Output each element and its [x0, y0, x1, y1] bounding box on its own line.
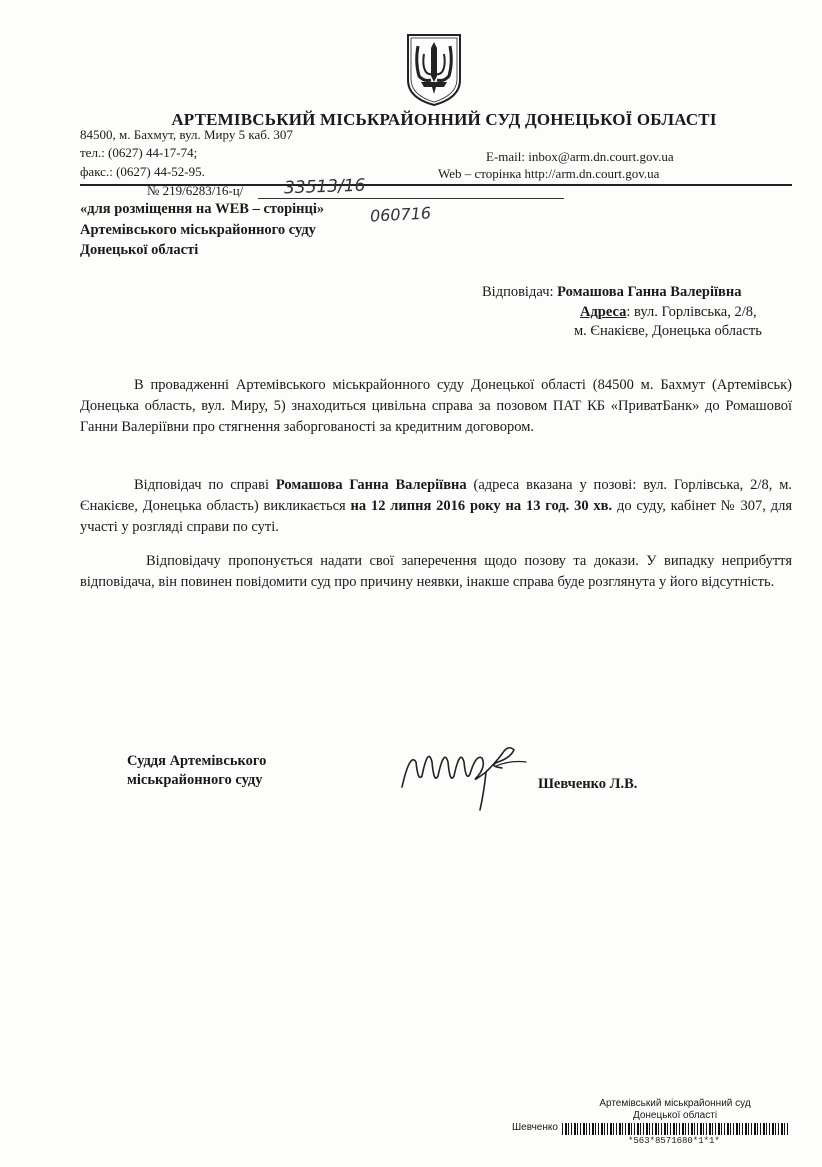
- handwritten-signature-icon: [398, 732, 530, 814]
- case-number-underline: [258, 198, 564, 199]
- handwritten-registration-date: 060716: [369, 203, 432, 226]
- paragraph-summons: [80, 475, 792, 538]
- addressee-name: Ромашова Ганна Валеріївна: [557, 284, 742, 300]
- court-name-text: АРТЕМІВСЬКИЙ МІСЬКРАЙОННИЙ СУД ДОНЕЦЬКОЇ ОБЛАСТІ: [171, 110, 717, 129]
- issuer-court-line1: Артемівського міськрайонного суду: [80, 222, 316, 238]
- addressee-address-line1: [580, 304, 757, 321]
- coat-of-arms-icon: [404, 32, 464, 108]
- judge-title-line2: міськрайонного суду: [127, 772, 263, 788]
- addressee-address-line2: м. Єнакієве, Донецька область: [574, 323, 762, 339]
- judge-name: Шевченко Л.В.: [538, 776, 638, 792]
- barcode-text: *563*8571680*1*1*: [628, 1136, 720, 1146]
- address-label: Адреса: [580, 304, 627, 320]
- summons-defendant-name: Ромашова Ганна Валеріївна: [275, 477, 467, 493]
- footer-court-label: [580, 1098, 770, 1122]
- court-fax: факс.: (0627) 44-52-95.: [80, 164, 205, 179]
- summons-text-b: (адреса вказана у позові: вул. Горлівська, 2/8, м. Єнакієве, Донецька область) викликається: [80, 477, 792, 514]
- summons-text-c: до суду, кабінет № 307, для участі у розгляді справи по суті.: [80, 498, 793, 535]
- judge-title-line1: Суддя Артемівського: [127, 753, 267, 769]
- court-phone: тел.: (0627) 44-17-74;: [80, 145, 198, 160]
- case-number: № 219/6283/16-ц/: [147, 183, 244, 198]
- addressee-label: Відповідач:: [482, 284, 554, 300]
- paragraph-case-info: В провадженні Артемівського міськрайонного суду Донецької області (84500 м. Бахмут (Артемівськ) Донецька область, вул. Миру, 5) знаходиться цивільна справа за позовом ПАТ КБ «ПриватБанк» до Ромашової Ганни Валеріївни про стягнення заборгованості за кредитним договором.: [80, 377, 792, 435]
- footer-court-line2: Донецької області: [632, 1110, 718, 1121]
- for-web-note: «для розміщення на WEB – сторінці»: [80, 201, 325, 217]
- summons-text-a: Відповідач по справі: [134, 477, 276, 493]
- paragraph-instructions: Відповідачу пропонується надати свої заперечення щодо позову та докази. У випадку неприбуття відповідача, він повинен повідомити суд про причину неявки, інакше справа буде розглянута у його відсутність.: [80, 553, 792, 590]
- barcode: [562, 1123, 790, 1135]
- footer-court-line1: Артемівський міськрайонний суд: [599, 1098, 751, 1109]
- summons-date-time: на 12 липня 2016 року на 13 год. 30 хв.: [350, 498, 613, 514]
- court-address: 84500, м. Бахмут, вул. Миру 5 каб. 307: [80, 127, 293, 142]
- issuer-court-line2: Донецької області: [80, 242, 199, 258]
- court-website: Web – сторінка http://arm.dn.court.gov.ua: [438, 166, 660, 181]
- addressee-line: [482, 284, 741, 301]
- handwritten-registration-number: 33513/16: [283, 175, 366, 199]
- footer-judge-label: Шевченко: [512, 1122, 558, 1133]
- court-email: E-mail: inbox@arm.dn.court.gov.ua: [486, 149, 674, 164]
- address-value-line1: : вул. Горлівська, 2/8,: [626, 304, 757, 320]
